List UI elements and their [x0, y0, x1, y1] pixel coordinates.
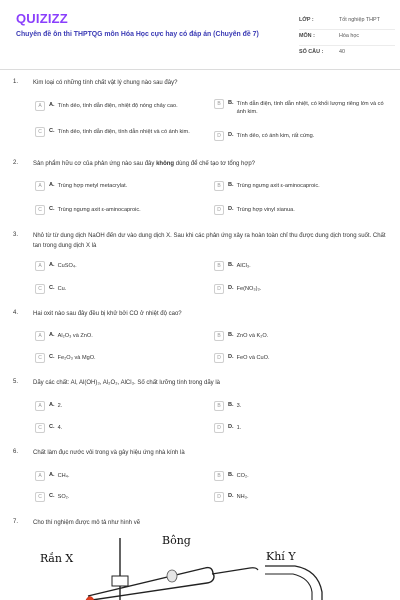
option-text: 4.	[57, 425, 63, 431]
cotton-plug	[167, 570, 177, 582]
meta-label: SỐ CÂU :	[299, 49, 324, 55]
option-c[interactable]	[35, 492, 215, 502]
option-d[interactable]	[214, 492, 394, 502]
option-letter: C.	[49, 128, 55, 134]
option-box[interactable]: C	[35, 205, 45, 215]
option-a[interactable]	[35, 101, 215, 111]
meta-label: MÔN :	[299, 33, 315, 39]
option-text: Trùng hợp metyl metacrylat.	[57, 183, 128, 189]
option-d[interactable]	[214, 353, 394, 363]
option-box[interactable]: C	[35, 492, 45, 502]
option-letter: C.	[49, 424, 55, 430]
option-box[interactable]: D	[214, 131, 224, 141]
option-c[interactable]	[35, 127, 215, 137]
option-text: Fe₂O₃ và MgO.	[57, 355, 96, 361]
header	[0, 0, 400, 70]
option-text: Trùng ngưng axit ε-aminocaproic.	[236, 183, 320, 189]
option-letter: B.	[228, 402, 234, 408]
flask-inner	[265, 574, 312, 600]
question-text: Dãy các chất: Al, Al(OH)₃, Al₂O₃, AlCl₃. Số chất lưỡng tính trong dãy là	[33, 380, 221, 386]
question-number: 3.	[13, 232, 19, 238]
option-letter: D.	[228, 285, 234, 291]
option-box[interactable]: D	[214, 423, 224, 433]
label-gas-y: Khí Y	[266, 550, 296, 563]
option-d[interactable]	[214, 205, 394, 215]
option-letter: A.	[49, 332, 55, 338]
question-number: 4.	[13, 310, 19, 316]
option-c[interactable]	[35, 353, 215, 363]
option-a[interactable]	[35, 401, 215, 411]
question-text: Nhỏ từ từ dung dịch NaOH đến dư vào dung dịch X. Sau khi các phản ứng xảy ra hoàn toàn chỉ thu được dung dịch trong suốt. Chất tan trong dung dịch X là	[33, 233, 386, 249]
delivery-tube	[212, 568, 258, 574]
option-text: Tính dẻo, có ánh kim, rất cứng.	[236, 133, 315, 139]
label-cotton: Bông	[162, 534, 191, 547]
option-letter: D.	[228, 424, 234, 430]
meta-row-subject	[299, 30, 395, 46]
option-box[interactable]: B	[214, 331, 224, 341]
option-letter: B.	[228, 182, 234, 188]
test-tube	[88, 568, 214, 600]
option-letter: B.	[228, 100, 234, 106]
quizizz-logo: QUIZIZZ	[16, 11, 68, 26]
question-text-part: dùng để chế tạo tơ tổng hợp?	[174, 161, 255, 167]
option-box[interactable]: D	[214, 492, 224, 502]
option-box[interactable]: C	[35, 423, 45, 433]
question-emphasis: không	[156, 161, 175, 167]
option-box[interactable]: A	[35, 261, 45, 271]
experiment-diagram	[0, 530, 400, 600]
option-text: Tính dẻo, tính dẫn điện, tính dẫn nhiệt và có ánh kim.	[57, 129, 190, 135]
option-box[interactable]: D	[214, 205, 224, 215]
option-box[interactable]: C	[35, 353, 45, 363]
option-text: CH₄.	[57, 473, 70, 479]
option-a[interactable]	[35, 181, 215, 191]
question-text: Cho thí nghiệm được mô tả như hình vẽ	[33, 520, 141, 526]
option-letter: A.	[49, 402, 55, 408]
option-text: 1.	[236, 425, 242, 431]
option-text: SO₂.	[57, 494, 70, 500]
option-letter: B.	[228, 262, 234, 268]
option-letter: B.	[228, 472, 234, 478]
option-text: NH₃.	[236, 494, 249, 500]
option-box[interactable]: A	[35, 331, 45, 341]
question-number: 2.	[13, 160, 19, 166]
option-text: CO₂.	[236, 473, 249, 479]
option-letter: C.	[49, 285, 55, 291]
question-number: 5.	[13, 379, 19, 385]
option-box[interactable]: C	[35, 284, 45, 294]
option-text: AlCl₃.	[236, 263, 251, 269]
question-number: 7.	[13, 519, 19, 525]
option-a[interactable]	[35, 331, 215, 341]
meta-row-count	[299, 46, 395, 62]
meta-value: Hóa học	[339, 33, 360, 39]
option-d[interactable]	[214, 131, 394, 141]
option-box[interactable]: C	[35, 127, 45, 137]
label-solid-x: Rắn X	[40, 552, 74, 565]
option-box[interactable]: D	[214, 353, 224, 363]
option-b[interactable]	[214, 471, 394, 481]
option-letter: B.	[228, 332, 234, 338]
option-text: CuSO₄.	[57, 263, 77, 269]
option-box[interactable]: D	[214, 284, 224, 294]
option-b[interactable]	[214, 331, 394, 341]
question-text: Chất làm đục nước vôi trong và gây hiệu ứng nhà kính là	[33, 450, 185, 456]
option-d[interactable]	[214, 423, 394, 433]
option-c[interactable]	[35, 205, 215, 215]
option-d[interactable]	[214, 284, 394, 294]
option-a[interactable]	[35, 471, 215, 481]
option-letter: C.	[49, 354, 55, 360]
option-box[interactable]: B	[214, 261, 224, 271]
option-b[interactable]	[214, 261, 394, 271]
meta-label: LỚP :	[299, 17, 314, 23]
option-box[interactable]: B	[214, 471, 224, 481]
collecting-flask	[265, 566, 322, 600]
option-letter: A.	[49, 472, 55, 478]
clamp	[112, 576, 128, 586]
option-letter: D.	[228, 354, 234, 360]
apparatus-drawing	[0, 530, 400, 600]
option-a[interactable]	[35, 261, 215, 271]
option-box[interactable]: A	[35, 101, 45, 111]
question-text-part: Sản phẩm hữu cơ của phản ứng nào sau đây	[33, 161, 157, 167]
meta-table	[299, 14, 395, 62]
option-b[interactable]	[214, 401, 394, 411]
option-letter: A.	[49, 262, 55, 268]
meta-value: Tốt nghiệp THPT	[339, 17, 380, 23]
option-text: Al₂O₃ và ZnO.	[57, 333, 93, 339]
option-box[interactable]: A	[35, 181, 45, 191]
option-text: Tính dẻo, tính dẫn điện, nhiệt độ nóng chảy cao.	[57, 103, 178, 109]
option-text: Trùng hợp vinyl xianua.	[236, 207, 295, 213]
option-letter: D.	[228, 132, 234, 138]
option-text: Trùng ngưng axit ε-aminocaproic.	[57, 207, 141, 213]
question-number: 6.	[13, 449, 19, 455]
burner-flame	[86, 597, 94, 600]
option-text: Tính dẫn điện, tính dẫn nhiệt, có khối lượng riêng lớn và có ánh kim.	[236, 101, 384, 115]
option-b[interactable]	[214, 99, 394, 116]
option-letter: D.	[228, 206, 234, 212]
option-box[interactable]: B	[214, 401, 224, 411]
option-text: 3.	[236, 403, 242, 409]
header-divider	[0, 69, 400, 70]
meta-row-class	[299, 14, 395, 30]
option-c[interactable]	[35, 284, 215, 294]
option-box[interactable]: B	[214, 99, 224, 109]
option-c[interactable]	[35, 423, 215, 433]
option-text: ZnO và K₂O.	[236, 333, 269, 339]
option-text: Fe(NO₃)₃.	[236, 286, 262, 292]
meta-value: 40	[339, 49, 345, 55]
option-text: FeO và CuO.	[236, 355, 270, 361]
question-text: Hai oxit nào sau đây đều bị khử bởi CO ở nhiệt độ cao?	[33, 311, 182, 317]
question-text	[33, 160, 388, 170]
option-letter: C.	[49, 493, 55, 499]
option-letter: D.	[228, 493, 234, 499]
option-letter: A.	[49, 182, 55, 188]
document-title: Chuyên đề ôn thi THPTQG môn Hóa Học cực hay có đáp án (Chuyên đề 7)	[16, 31, 259, 38]
option-letter: C.	[49, 206, 55, 212]
option-letter: A.	[49, 102, 55, 108]
option-box[interactable]: A	[35, 471, 45, 481]
option-text: 2.	[57, 403, 63, 409]
option-b[interactable]	[214, 181, 394, 191]
question-text: Kim loại có những tính chất vật lý chung nào sau đây?	[33, 80, 178, 86]
option-text: Cu.	[57, 286, 67, 292]
option-box[interactable]: B	[214, 181, 224, 191]
question-number: 1.	[13, 79, 19, 85]
option-box[interactable]: A	[35, 401, 45, 411]
